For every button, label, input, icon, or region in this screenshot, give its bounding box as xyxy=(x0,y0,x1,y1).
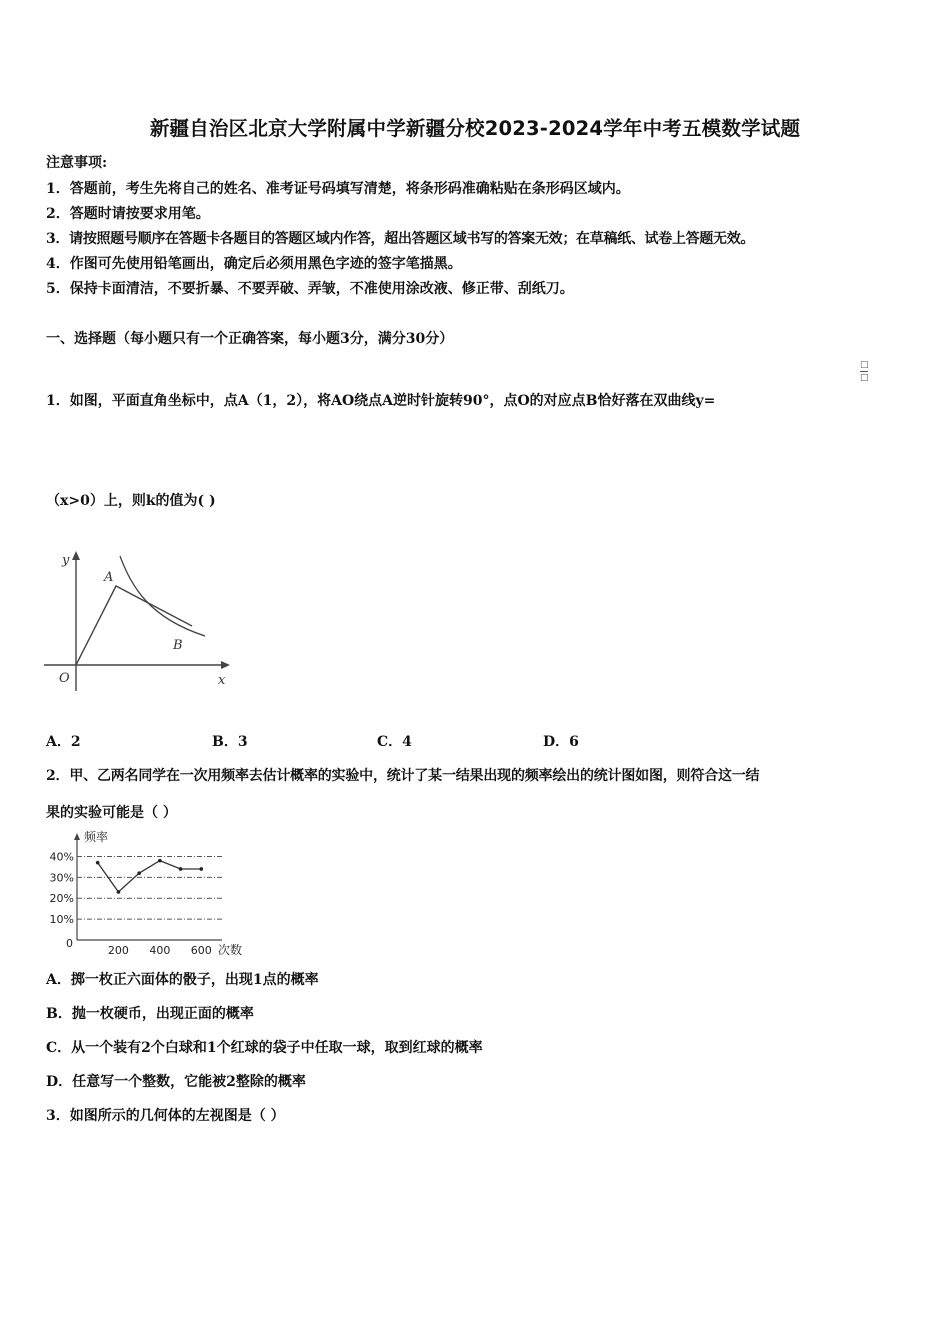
q1-option-c: C．4 xyxy=(377,734,412,750)
q1-option-b: B．3 xyxy=(212,734,248,750)
x-tick-label: 200 xyxy=(107,944,129,957)
notice-item: 3．请按照题号顺序在答题卡各题目的答题区域内作答，超出答题区域书写的答案无效；在草稿纸、试卷上答题无效。 xyxy=(46,231,755,247)
x-tick-label: 600 xyxy=(190,944,212,957)
chart-origin-label: 0 xyxy=(66,937,73,950)
y-tick-label: 10% xyxy=(49,913,74,927)
notice-item: 5．保持卡面清洁，不要折暴、不要弄破、弄皱，不准使用涂改液、修正带、刮纸刀。 xyxy=(46,281,574,297)
notice-heading: 注意事项: xyxy=(46,155,108,171)
y-axis-label: y xyxy=(62,553,70,568)
notice-item: 2．答题时请按要求用笔。 xyxy=(46,206,210,222)
point-a-label: A xyxy=(104,570,114,585)
q1-fraction xyxy=(860,359,869,384)
q2-stem: 2．甲、乙两名同学在一次用频率去估计概率的实验中，统计了某一结果出现的频率绘出的统计图如图，则符合这一结 xyxy=(46,768,760,784)
page-title: 新疆自治区北京大学附属中学新疆分校2023-2024学年中考五模数学试题 xyxy=(149,117,801,140)
chart-y-label: 频率 xyxy=(84,830,109,844)
q1-stem-continued: （x>0）上，则k的值为( ) xyxy=(46,493,216,509)
y-tick-label: 20% xyxy=(49,892,74,906)
x-axis-arrow xyxy=(221,661,230,669)
q2-option-b: B．抛一枚硬币，出现正面的概率 xyxy=(46,1006,254,1022)
segment-OAB xyxy=(76,586,192,665)
data-point xyxy=(158,859,162,863)
q2-option-c: C．从一个装有2个白球和1个红球的袋子中任取一球，取到红球的概率 xyxy=(46,1040,483,1056)
q1-stem: 1．如图，平面直角坐标中，点A（1，2），将AO绕点A逆时针旋转90°，点O的对应点B恰好落在双曲线y= xyxy=(46,393,716,409)
notice-item: 1．答题前，考生先将自己的姓名、准考证号码填写清楚，将条形码准确粘贴在条形码区域内。 xyxy=(46,181,630,197)
q2-option-d: D．任意写一个整数，它能被2整除的概率 xyxy=(46,1074,306,1090)
fraction-numerator: □ xyxy=(860,360,869,370)
fraction-denominator: □ xyxy=(860,373,869,383)
section-heading: 一、选择题（每小题只有一个正确答案，每小题3分，满分30分） xyxy=(46,331,454,347)
data-point xyxy=(117,890,121,894)
y-axis-arrow xyxy=(72,551,80,560)
notice-item: 4．作图可先使用铅笔画出，确定后必须用黑色字迹的签字笔描黑。 xyxy=(46,256,462,272)
data-point xyxy=(199,867,203,871)
x-axis-label: x xyxy=(218,673,226,688)
q1-option-d: D．6 xyxy=(543,734,579,750)
hyperbola-curve xyxy=(120,556,205,636)
data-point xyxy=(179,867,183,871)
point-b-label: B xyxy=(173,638,183,653)
frequency-chart xyxy=(40,828,260,960)
q2-stem-continued: 果的实验可能是（ ） xyxy=(46,805,177,821)
q1-figure xyxy=(40,548,240,698)
y-tick-label: 30% xyxy=(49,871,74,885)
q3-stem: 3．如图所示的几何体的左视图是（ ） xyxy=(46,1108,285,1124)
series-line xyxy=(98,861,202,892)
data-point xyxy=(137,871,141,875)
chart-x-label: 次数 xyxy=(218,943,243,957)
data-point xyxy=(96,861,100,865)
y-tick-label: 40% xyxy=(49,850,74,864)
x-tick-label: 400 xyxy=(149,944,171,957)
chart-y-axis-arrow xyxy=(74,833,80,840)
q2-option-a: A．掷一枚正六面体的骰子，出现1点的概率 xyxy=(46,972,319,988)
origin-label: O xyxy=(59,671,70,686)
q1-option-a: A．2 xyxy=(46,734,81,750)
